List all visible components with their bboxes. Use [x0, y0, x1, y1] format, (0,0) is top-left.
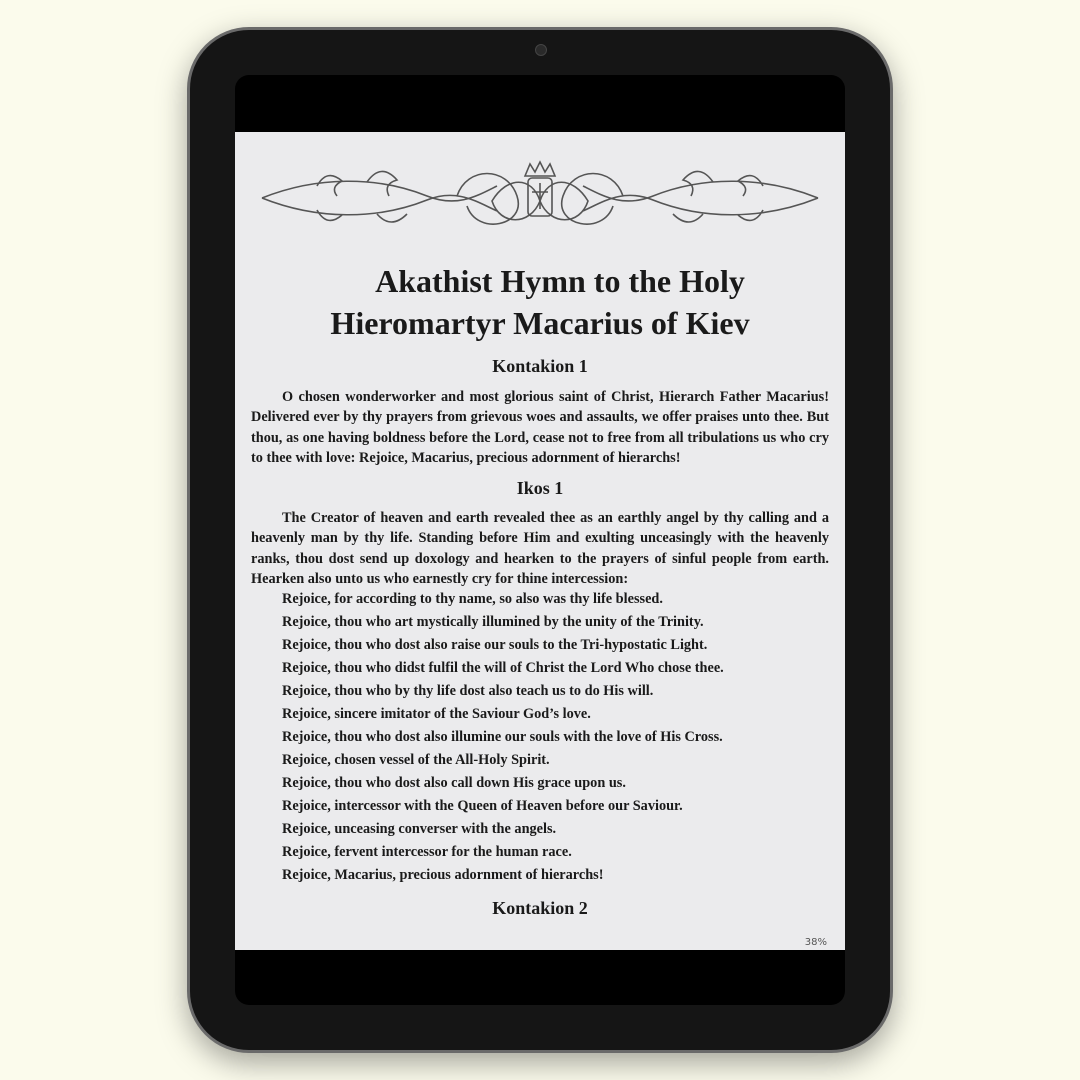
- reading-progress: 38%: [804, 937, 827, 948]
- title-line-1: Akathist Hymn to the Holy: [375, 263, 745, 299]
- title-line-2: Hieromartyr Macarius of Kiev: [330, 305, 750, 341]
- heading-kontakion-2: Kontakion 2: [492, 898, 588, 918]
- book-title: [235, 260, 845, 344]
- list-item: Rejoice, thou who dost also call down His grace upon us.: [282, 775, 626, 791]
- camera-icon: [535, 44, 547, 56]
- heading-kontakion-1: Kontakion 1: [492, 356, 588, 376]
- ornament-header-icon: [257, 156, 823, 238]
- list-item: Rejoice, sincere imitator of the Saviour God’s love.: [282, 706, 591, 722]
- list-item: Rejoice, thou who dost also illumine our souls with the love of His Cross.: [282, 729, 723, 745]
- list-item: Rejoice, thou who art mystically illumined by the unity of the Trinity.: [282, 614, 704, 630]
- list-item: Rejoice, for according to thy name, so also was thy life blessed.: [282, 591, 663, 607]
- list-item: Rejoice, fervent intercessor for the human race.: [282, 844, 572, 860]
- ikos-1-text: The Creator of heaven and earth revealed thee as an earthly angel by thy calling and a heavenly man by thy life. Standing before Him and exulting unceasingly with the heavenly ranks, thou dost send up doxology and hearken to the prayers of sinful people from earth. Hearken also unto us who earnestly cry for thine intercession:: [251, 510, 829, 587]
- heading-ikos-1: Ikos 1: [516, 478, 564, 498]
- rejoice-list: [282, 588, 724, 887]
- list-item: Rejoice, thou who by thy life dost also teach us to do His will.: [282, 683, 654, 699]
- list-item: Rejoice, chosen vessel of the All-Holy Spirit.: [282, 752, 550, 768]
- ebook-page[interactable]: [235, 132, 845, 950]
- list-item: Rejoice, intercessor with the Queen of Heaven before our Saviour.: [282, 798, 683, 814]
- list-item: Rejoice, thou who didst fulfil the will of Christ the Lord Who chose thee.: [282, 660, 724, 676]
- list-item: Rejoice, unceasing converser with the angels.: [282, 821, 557, 837]
- kontakion-1-text: O chosen wonderworker and most glorious saint of Christ, Hierarch Father Macarius! Delivered ever by thy prayers from grievous woes and assaults, we offer praises unto thee. But thou, as one having boldness before the Lord, cease not to free from all tribulations us who cry to thee with love: Rejoice, Macarius, precious adornment of hierarchs!: [251, 389, 829, 466]
- list-item: Rejoice, Macarius, precious adornment of hierarchs!: [282, 867, 604, 883]
- list-item: Rejoice, thou who dost also raise our souls to the Tri-hypostatic Light.: [282, 637, 708, 653]
